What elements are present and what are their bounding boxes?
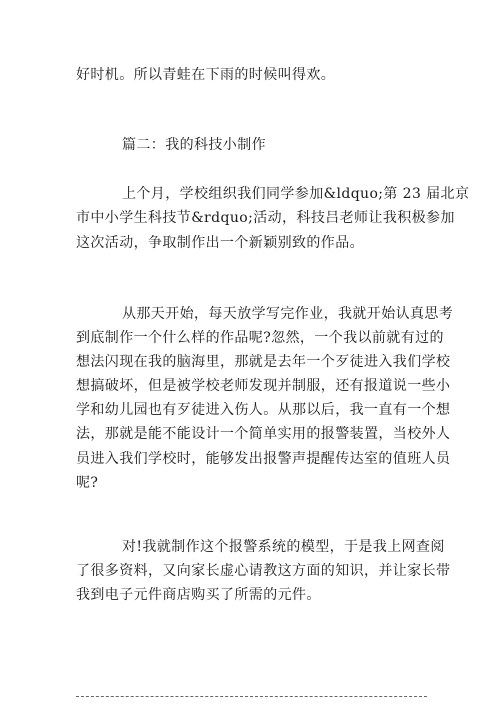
paragraph-2-line-6: 法，那就是能不能设计一个简单实用的报警装置，当校外人 [76, 426, 451, 442]
paragraph-2-line-8: 呢? [76, 475, 99, 491]
paragraph-3-line-2: 了很多资料，又向家长虚心请教这方面的知识，并让家长带 [76, 563, 451, 579]
paragraph-3-line-1: 对!我就制作这个报警系统的模型，于是我上网查阅 [122, 539, 445, 555]
paragraph-2-line-3: 想法闪现在我的脑海里，那就是去年一个歹徒进入我们学校 [76, 354, 451, 370]
paragraph-1-line-3: 这次活动，争取制作出一个新颖别致的作品。 [76, 235, 364, 251]
paragraph-1-line-1: 上个月，学校组织我们同学参加&ldquo;第 23 届北京 [122, 186, 470, 202]
paragraph-2-line-7: 员进入我们学校时，能够发出报警声提醒传达室的值班人员 [76, 451, 451, 467]
paragraph-1-line-2: 市中小学生科技节&rdquo;活动，科技吕老师让我积极参加 [76, 210, 455, 226]
section-heading: 篇二：我的科技小制作 [122, 137, 266, 153]
paragraph-3-line-3: 我到电子元件商店购买了所需的元件。 [76, 587, 321, 603]
paragraph-2-line-4: 想搞破坏，但是被学校老师发现并制服，还有报道说一些小 [76, 378, 451, 394]
paragraph-2-line-2: 到底制作一个什么样的作品呢?忽然，一个我以前就有过的 [76, 330, 444, 346]
paragraph-end-line: 好时机。所以青蛙在下雨的时候叫得欢。 [76, 67, 336, 83]
paragraph-2-line-5: 学和幼儿园也有歹徒进入伤人。从那以后，我一直有一个想 [76, 402, 451, 418]
footer-divider [76, 696, 427, 697]
paragraph-2-line-1: 从那天开始，每天放学写完作业，我就开始认真思考 [122, 306, 454, 322]
